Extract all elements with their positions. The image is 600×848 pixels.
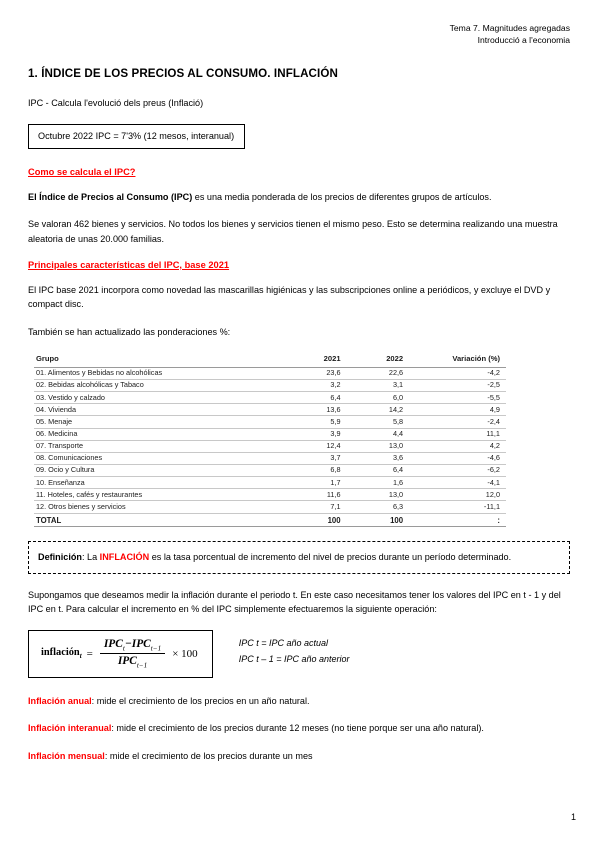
formula-equals: =: [86, 647, 93, 660]
cell-grupo: 01. Alimentos y Bebidas no alcohólicas: [34, 367, 278, 379]
table-row: [34, 464, 506, 476]
cell-grupo: 07. Transporte: [34, 440, 278, 452]
formula-lhs: [41, 647, 82, 660]
cell-variacion: -4,2: [403, 367, 506, 379]
table-row: [34, 501, 506, 513]
ipc-definition-rest: es una media ponderada de los precios de diferentes grupos de artículos.: [192, 191, 492, 202]
cell-variacion: 4,9: [403, 404, 506, 416]
cell-grupo: 05. Menaje: [34, 416, 278, 428]
cell-2022: 3,1: [341, 379, 404, 391]
cell-2022: 13,0: [341, 489, 404, 501]
cell-total-2021: 100: [278, 513, 341, 526]
definition-highlight: INFLACIÓN: [99, 551, 150, 562]
cell-2021: 7,1: [278, 501, 341, 513]
table-row: [34, 416, 506, 428]
formula-minus: −: [124, 638, 132, 651]
heading-how-calculated: Como se calcula el IPC?: [28, 166, 136, 177]
paragraph-ipc-definition: [28, 190, 570, 205]
header-topic: Tema 7. Magnitudes agregadas: [449, 23, 570, 33]
header-course: Introducció a l'economia: [477, 35, 570, 46]
cell-2021: 3,7: [278, 452, 341, 464]
legend-line-2: IPC t – 1 = IPC año anterior: [238, 653, 350, 664]
cell-2021: 3,9: [278, 428, 341, 440]
cell-2022: 1,6: [341, 477, 404, 489]
cell-total-label: TOTAL: [34, 513, 278, 526]
definition-rest: es la tasa porcentual de incremento del nivel de precios durante un período determinado.: [149, 551, 512, 562]
column-header-variacion: Variación (%): [403, 353, 506, 368]
cell-2022: 6,0: [341, 392, 404, 404]
cell-grupo: 08. Comunicaciones: [34, 452, 278, 464]
formula-tail: × 100: [172, 647, 198, 660]
cell-2022: 13,0: [341, 440, 404, 452]
inflation-formula: [41, 638, 198, 670]
cell-grupo: 04. Vivienda: [34, 404, 278, 416]
cell-variacion: 11,1: [403, 428, 506, 440]
inflation-type-item: [28, 694, 570, 709]
cell-grupo: 11. Hoteles, cafés y restaurantes: [34, 489, 278, 501]
heading-main-features: Principales características del IPC, base 2021: [28, 259, 230, 270]
column-header-grupo: Grupo: [34, 353, 278, 368]
cell-variacion: -2,5: [403, 379, 506, 391]
formula-row: [28, 630, 570, 678]
table-row: [34, 489, 506, 501]
cell-2021: 12,4: [278, 440, 341, 452]
ipc-intro-line: IPC - Calcula l'evolució dels preus (Inflació): [28, 97, 204, 108]
table-row: [34, 404, 506, 416]
formula-legend: [239, 630, 350, 668]
formula-lhs-text: inflación: [41, 647, 80, 659]
weights-table-wrapper: [34, 353, 506, 527]
cell-grupo: 02. Bebidas alcohólicas y Tabaco: [34, 379, 278, 391]
cell-2022: 6,3: [341, 501, 404, 513]
numerator-ipc-t1-sub: t−1: [150, 644, 162, 653]
table-row: [34, 452, 506, 464]
inflation-type-text: : mide el crecimiento de los precios en un año natural.: [91, 695, 310, 706]
cell-grupo: 10. Enseñanza: [34, 477, 278, 489]
cell-grupo: 09. Ocio y Cultura: [34, 464, 278, 476]
cell-variacion: -4,6: [403, 452, 506, 464]
inflation-type-term: Inflación anual: [28, 695, 92, 706]
table-row: [34, 440, 506, 452]
cell-grupo: 12. Otros bienes y servicios: [34, 501, 278, 513]
cell-total-variacion: :: [403, 513, 506, 526]
paragraph-suppose: Supongamos que deseamos medir la inflación durante el periodo t. En este caso necesitamos tener los valores del IPC en t - 1 y del IPC en t. Para calcular el incremento en % del IPC simplemente efectuaremos la siguiente operación:: [28, 589, 561, 615]
document-header: [28, 22, 570, 47]
cell-2022: 4,4: [341, 428, 404, 440]
cell-2022: 14,2: [341, 404, 404, 416]
paragraph-base-2021: El IPC base 2021 incorpora como novedad las mascarillas higiénicas y las subscripciones online a periódicos, y excluye el DVD y compact disc.: [28, 284, 551, 310]
legend-line-1: IPC t = IPC año actual: [238, 638, 328, 649]
formula-denominator: [114, 654, 151, 669]
page-number: 1: [570, 812, 576, 822]
formula-lhs-sub: t: [79, 652, 82, 661]
table-header-row: [34, 353, 506, 368]
column-header-2022: 2022: [341, 353, 404, 368]
numerator-ipc-t1: IPC: [131, 638, 151, 651]
cell-2022: 22,6: [341, 367, 404, 379]
cell-2021: 6,8: [278, 464, 341, 476]
inflation-type-term: Inflación mensual: [28, 751, 105, 762]
denominator-ipc: IPC: [117, 655, 137, 668]
page-title: 1. ÍNDICE DE LOS PRECIOS AL CONSUMO. INFLACIÓN: [28, 66, 338, 80]
definition-box: [28, 541, 570, 574]
definition-colon: : La: [81, 551, 100, 562]
inflation-types-list: [28, 694, 570, 764]
table-row: [34, 379, 506, 391]
numerator-ipc-t-sub: t: [122, 644, 125, 653]
cell-variacion: -11,1: [403, 501, 506, 513]
column-header-2021: 2021: [278, 353, 341, 368]
cell-variacion: -2,4: [403, 416, 506, 428]
table-row: [34, 428, 506, 440]
cell-2022: 6,4: [341, 464, 404, 476]
inflation-type-text: : mide el crecimiento de los precios durante un mes: [104, 751, 313, 762]
numerator-ipc-t: IPC: [103, 638, 123, 651]
inflation-type-item: [28, 721, 570, 736]
table-row: [34, 477, 506, 489]
paragraph-goods-services: Se valoran 462 bienes y servicios. No todos los bienes y servicios tienen el mismo peso. Esto se determina realizando una muestra aleatoria de unas 20.000 familias.: [28, 219, 558, 244]
cell-2021: 5,9: [278, 416, 341, 428]
boxed-ipc-stat: Octubre 2022 IPC = 7'3% (12 mesos, interanual): [28, 124, 245, 149]
cell-2022: 3,6: [341, 452, 404, 464]
cell-2021: 11,6: [278, 489, 341, 501]
cell-2021: 6,4: [278, 392, 341, 404]
inflation-type-term: Inflación interanual: [28, 723, 112, 734]
cell-variacion: -4,1: [403, 477, 506, 489]
inflation-type-item: [28, 749, 570, 764]
table-row: [34, 392, 506, 404]
formula-numerator: [100, 638, 165, 654]
ipc-weights-table: [34, 353, 506, 527]
cell-variacion: 4,2: [403, 440, 506, 452]
formula-box: [28, 630, 213, 678]
paragraph-weights-updated: También se han actualizado las ponderaciones %:: [28, 327, 231, 338]
cell-variacion: -6,2: [403, 464, 506, 476]
inflation-type-text: : mide el crecimiento de los precios durante 12 meses (no tiene porque ser una año natural).: [111, 723, 484, 734]
definition-label: Definición: [38, 551, 82, 562]
cell-total-2022: 100: [341, 513, 404, 526]
table-row: [34, 367, 506, 379]
denominator-ipc-sub: t−1: [136, 661, 148, 670]
cell-grupo: 03. Vestido y calzado: [34, 392, 278, 404]
cell-2021: 3,2: [278, 379, 341, 391]
cell-2021: 1,7: [278, 477, 341, 489]
cell-grupo: 06. Medicina: [34, 428, 278, 440]
cell-variacion: 12,0: [403, 489, 506, 501]
cell-2021: 23,6: [278, 367, 341, 379]
table-total-row: [34, 513, 506, 526]
cell-2021: 13,6: [278, 404, 341, 416]
table-body: [34, 367, 506, 526]
cell-2022: 5,8: [341, 416, 404, 428]
cell-variacion: -5,5: [403, 392, 506, 404]
formula-fraction: [100, 638, 165, 670]
ipc-definition-bold: El Índice de Precios al Consumo (IPC): [28, 191, 193, 202]
